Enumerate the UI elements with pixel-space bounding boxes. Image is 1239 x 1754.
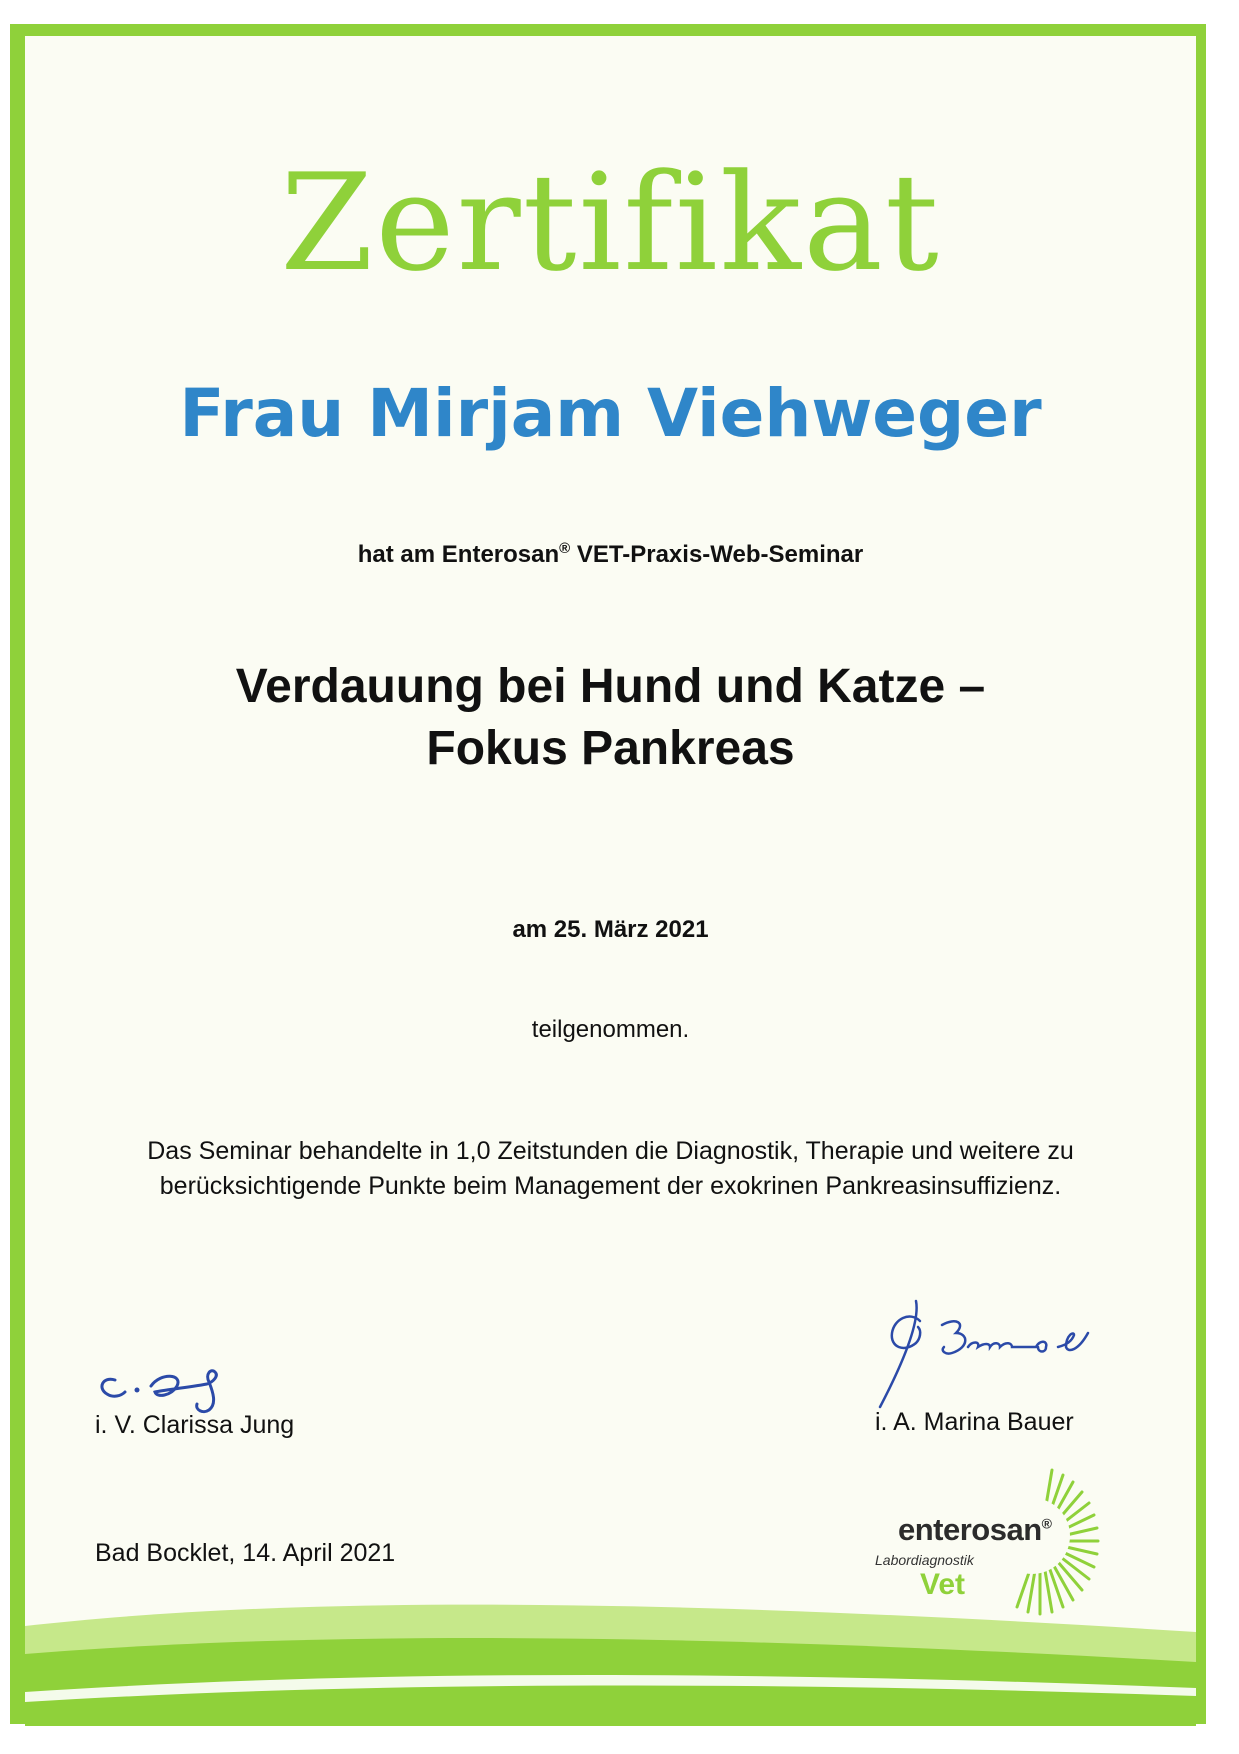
signature-right-image [860,1291,1110,1411]
description-line-2: berücksichtigende Punkte beim Management der exokrinen Pankreasinsuffizienz. [159,1172,1062,1200]
signature-left-image [85,1336,285,1416]
recipient-name: Frau Mirjam Viehweger [179,375,1042,452]
intro-text [25,540,1196,570]
seminar-title-line-1: Verdauung bei Hund und Katze – [235,660,986,713]
certificate-title: Zertifikat [280,145,941,301]
signature-right-label: i. A. Marina Bauer [875,1408,1074,1436]
seminar-title [25,656,1196,781]
intro-suffix: VET-Praxis-Web-Seminar [570,541,864,568]
place-and-date: Bad Bocklet, 14. April 2021 [95,1539,396,1567]
seminar-date: am 25. März 2021 [512,916,709,943]
logo-vet: Vet [920,1568,966,1601]
logo-wordmark [898,1512,1052,1548]
intro-prefix: hat am Enterosan [357,541,560,568]
signature-left-label: i. V. Clarissa Jung [95,1411,295,1439]
logo-name-text: enterosan [898,1512,1042,1547]
description-line-1: Das Seminar behandelte in 1,0 Zeitstunden die Diagnostik, Therapie und weitere zu [147,1137,1074,1165]
certificate-paper [25,36,1196,1726]
seminar-title-line-2: Fokus Pankreas [426,722,795,776]
participated-text: teilgenommen. [531,1016,690,1043]
bottom-wave-decoration [25,1592,1196,1726]
logo-registered-mark: ® [1041,1515,1052,1532]
registered-mark: ® [559,540,571,557]
logo-subtitle: Labordiagnostik [875,1552,974,1568]
seminar-description [25,1134,1196,1204]
